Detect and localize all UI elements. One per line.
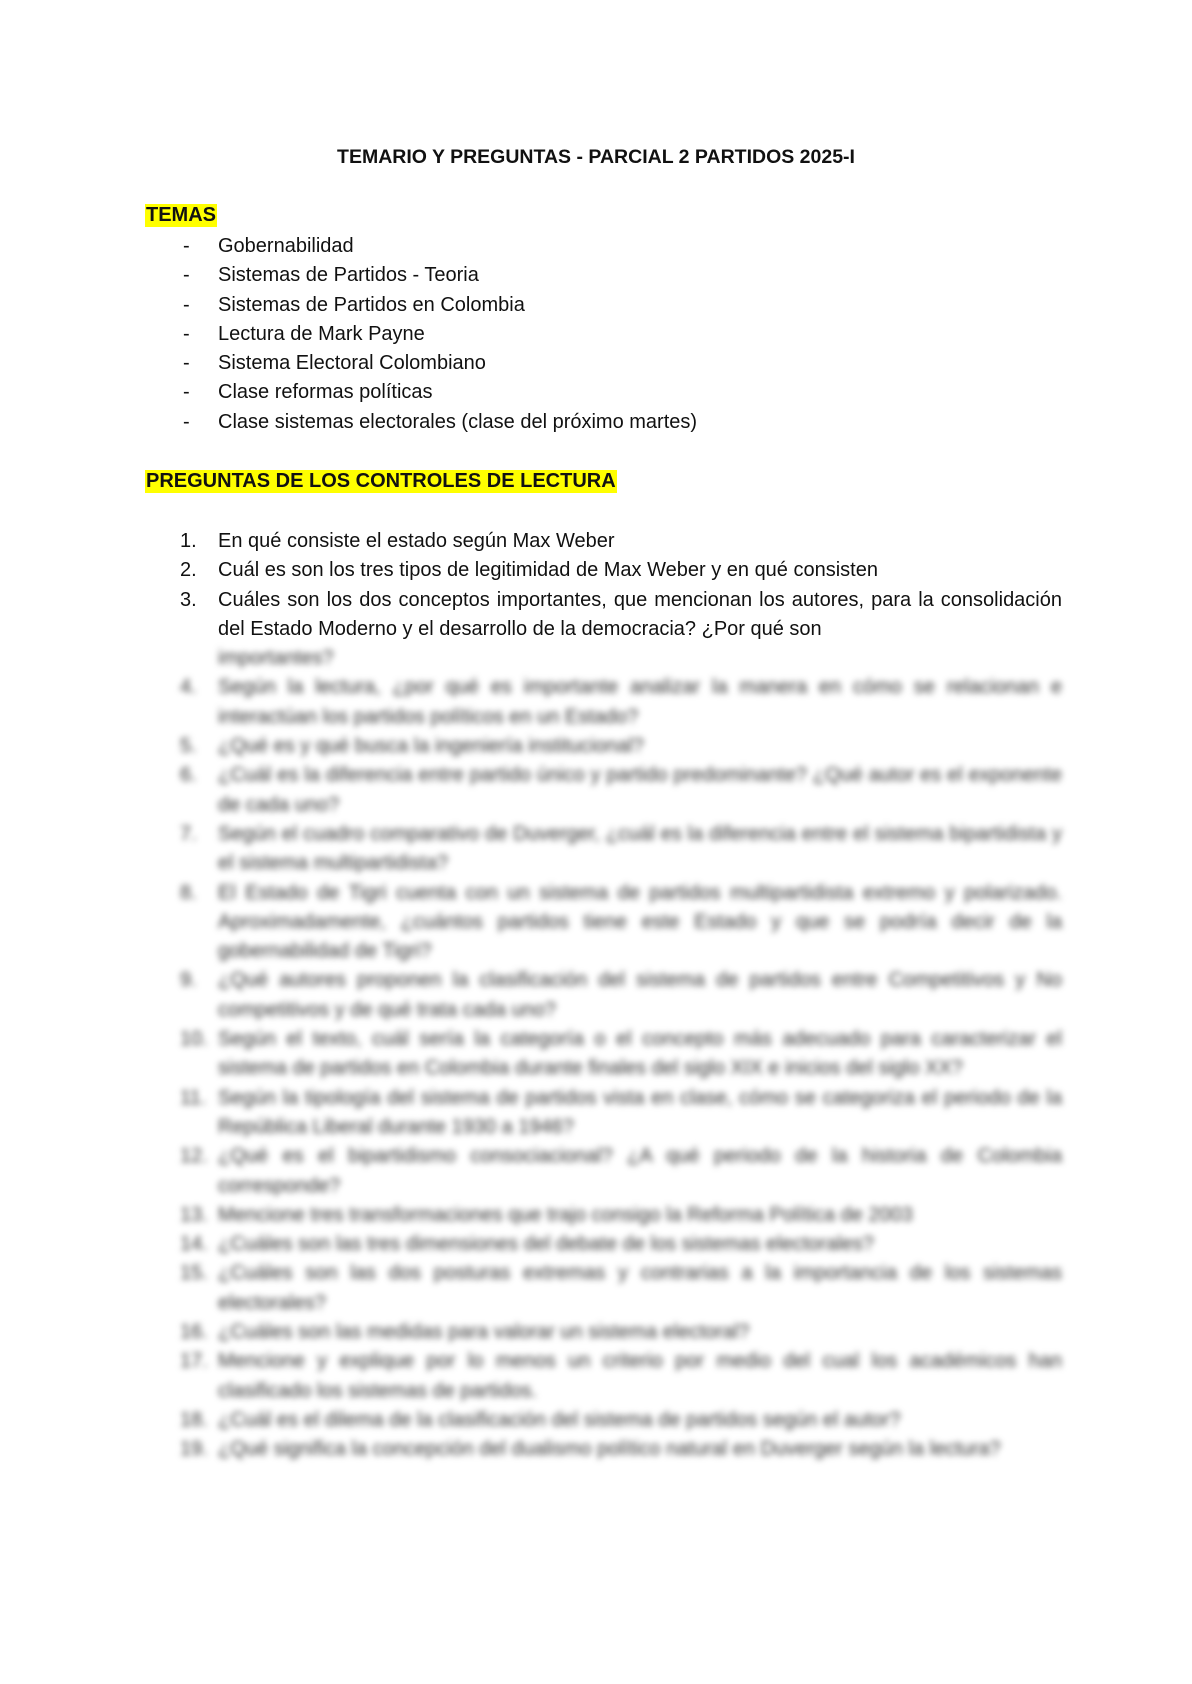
question-item [0, 1259, 1192, 1318]
question-item [0, 732, 1192, 761]
question-text [218, 1435, 1062, 1464]
preguntas-list [0, 527, 1192, 1465]
question-number: 1. [180, 530, 197, 552]
tema-text: Clase reformas políticas [218, 381, 433, 404]
question-text [218, 1230, 1062, 1259]
question-number: 3. [180, 588, 197, 611]
preguntas-heading [145, 470, 617, 493]
bullet-dash: - [183, 264, 190, 287]
bullet-dash: - [183, 322, 190, 345]
tema-text: Sistemas de Partidos - Teoria [218, 264, 479, 287]
question-number: 12. [180, 1145, 208, 1168]
question-body: ¿Qué significa la concepción del dualismo político natural en Duverger según la lectura? [218, 1438, 1001, 1461]
question-body: ¿Cuál es la diferencia entre partido único y partido predominante? ¿Qué autor es el exponente de cada uno? [218, 764, 1062, 816]
question-number: 17. [180, 1350, 208, 1373]
question-tail: importantes? [218, 647, 334, 670]
question-item [0, 1347, 1192, 1406]
question-item [0, 1318, 1192, 1347]
question-body: Según el texto, cuál sería la categoría o el concepto más adecuado para caracterizar el sistema de partidos en Colombia durante finales del siglo XIX e inicios del siglo XX? [218, 1028, 1062, 1080]
bullet-dash: - [183, 293, 190, 316]
question-text [218, 966, 1062, 1025]
question-body: El Estado de Tigri cuenta con un sistema de partidos multipartidista extremo y polarizado. Aproximadamente, ¿cuántos partidos tiene este Estado y que se podría decir de la gobernabilidad de Tigri? [218, 881, 1062, 963]
temas-heading [145, 204, 217, 227]
question-number: 13. [180, 1203, 208, 1226]
question-text [218, 879, 1062, 967]
question-number: 11. [180, 1086, 207, 1109]
question-body: Según el cuadro comparativo de Duverger, ¿cuál es la diferencia entre el sistema bipartidista y el sistema multipartidista? [218, 822, 1062, 875]
question-body: ¿Cuál es el dilema de la clasificación del sistema de partidos según el autor? [218, 1408, 901, 1431]
question-body: Según la lectura, ¿por qué es importante analizar la manera en cómo se relacionan e interactúan los partidos políticos en un Estado? [218, 676, 1062, 728]
question-item [0, 1084, 1192, 1143]
question-body: Según la tipología del sistema de partidos vista en clase, cómo se categoriza el periodo de la República Liberal durante 1930 a 1946? [218, 1086, 1062, 1138]
question-body: ¿Cuáles son las dos posturas extremas y contrarias a la importancia de los sistemas electorales? [218, 1262, 1062, 1314]
question-number: 18. [180, 1408, 208, 1431]
question-item [0, 966, 1192, 1025]
question-text [218, 820, 1062, 879]
question-body: En qué consiste el estado según Max Weber [218, 530, 615, 552]
question-number: 4. [180, 676, 197, 699]
bullet-dash: - [183, 381, 190, 404]
question-body: Mencione y explique por lo menos un criterio por medio del cual los académicos han clasificado los sistemas de partidos. [218, 1350, 1062, 1402]
question-text [218, 1259, 1062, 1318]
question-number: 10. [180, 1028, 208, 1051]
question-text [218, 586, 1062, 674]
question-item [0, 1025, 1192, 1084]
question-item [0, 556, 1192, 585]
bullet-dash: - [183, 352, 190, 375]
question-body: Mencione tres transformaciones que trajo consigo la Reforma Política de 2003 [218, 1203, 913, 1226]
question-item [0, 1142, 1192, 1201]
question-text [218, 732, 1062, 761]
question-body: Cuál es son los tres tipos de legitimidad de Max Weber y en qué consisten [218, 559, 878, 582]
question-body: Cuáles son los dos conceptos importantes, que mencionan los autores, para la consolidación del Estado Moderno y el desarrollo de la democracia? ¿Por qué son [218, 588, 1062, 640]
tema-text: Sistemas de Partidos en Colombia [218, 293, 525, 316]
question-text [218, 527, 1062, 556]
question-number: 9. [180, 969, 197, 992]
question-text [218, 1084, 1062, 1143]
question-number: 2. [180, 559, 197, 582]
tema-text: Lectura de Mark Payne [218, 322, 425, 345]
tema-text: Sistema Electoral Colombiano [218, 352, 486, 375]
tema-text: Gobernabilidad [218, 235, 354, 257]
question-text [218, 1201, 1062, 1230]
question-item [0, 761, 1192, 820]
question-text [218, 1142, 1062, 1201]
question-body: ¿Qué es el bipartidismo consociacional? ¿A qué periodo de la historia de Colombia corresponde? [218, 1145, 1062, 1197]
question-body: ¿Qué es y qué busca la ingeniería institucional? [218, 735, 644, 758]
question-text [218, 1025, 1062, 1084]
bullet-dash: - [183, 410, 190, 433]
question-text [218, 673, 1062, 732]
question-number: 5. [180, 735, 197, 758]
question-item [0, 1435, 1192, 1464]
question-item [0, 1406, 1192, 1435]
question-number: 16. [180, 1321, 208, 1344]
question-text [218, 761, 1062, 820]
question-item [0, 879, 1192, 967]
question-text [218, 1347, 1062, 1406]
question-number: 14. [180, 1233, 208, 1256]
question-item [0, 1230, 1192, 1259]
question-number: 6. [180, 764, 197, 787]
question-body: ¿Qué autores proponen la clasificación del sistema de partidos entre Competitivos y No competitivos y de qué trata cada uno? [218, 969, 1062, 1021]
question-item [0, 673, 1192, 732]
tema-text: Clase sistemas electorales (clase del próximo martes) [218, 410, 698, 433]
question-number: 15. [180, 1262, 208, 1285]
question-text [218, 556, 1062, 585]
question-item [0, 586, 1192, 674]
preguntas-heading-text: PREGUNTAS DE LOS CONTROLES DE LECTURA [146, 470, 616, 492]
document-title: TEMARIO Y PREGUNTAS - PARCIAL 2 PARTIDOS 2025-I [337, 146, 855, 168]
question-number: 19. [180, 1438, 208, 1461]
question-number: 7. [180, 822, 197, 845]
question-item [0, 1201, 1192, 1230]
question-number: 8. [180, 881, 197, 904]
question-text [218, 1318, 1062, 1347]
question-text [218, 1406, 1062, 1435]
question-body: ¿Cuáles son las medidas para valorar un sistema electoral? [218, 1321, 750, 1344]
question-item [0, 820, 1192, 879]
bullet-dash: - [183, 235, 190, 257]
temas-heading-text: TEMAS [146, 204, 216, 226]
question-body: ¿Cuáles son las tres dimensiones del debate de los sistemas electorales? [218, 1233, 874, 1256]
question-item [0, 527, 1192, 556]
